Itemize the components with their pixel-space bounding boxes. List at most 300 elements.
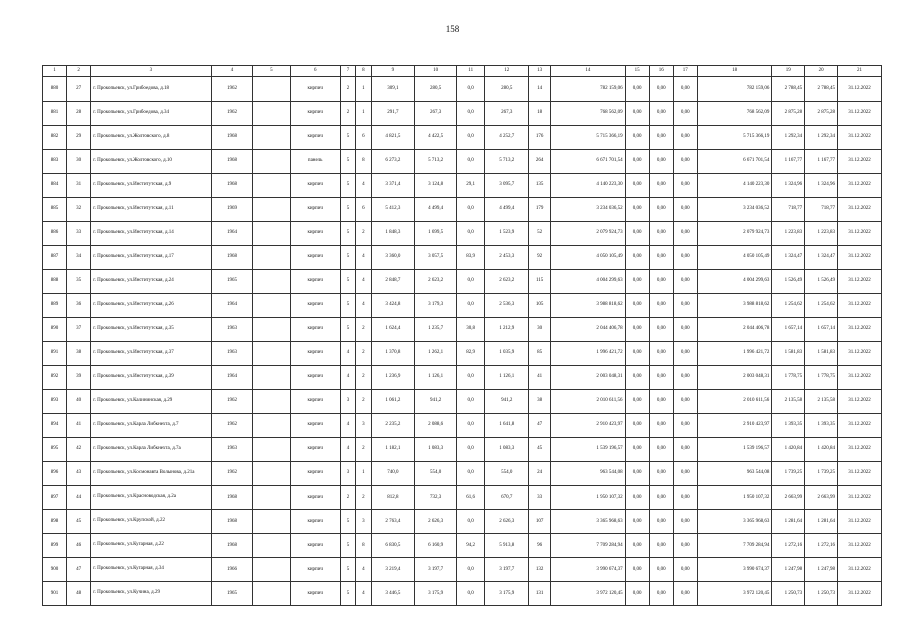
- table-cell: 2 626,3: [415, 509, 457, 533]
- table-cell: 1 281,64: [805, 509, 838, 533]
- table-cell: 2 079 924,73: [697, 221, 771, 245]
- table-cell: 0,00: [625, 509, 649, 533]
- table-cell: 1 657,14: [805, 317, 838, 341]
- table-cell: 1 526,49: [772, 269, 805, 293]
- table-cell: 52: [529, 221, 551, 245]
- table-cell: 48: [67, 581, 91, 605]
- table-cell: 31.12.2022: [838, 485, 882, 509]
- table-cell: 94,2: [456, 533, 484, 557]
- table-cell: 3 424,8: [371, 293, 415, 317]
- table-cell: 5: [340, 269, 355, 293]
- table-cell: кирпич: [290, 533, 340, 557]
- table-cell: кирпич: [290, 173, 340, 197]
- table-cell: 5: [340, 197, 355, 221]
- table-cell: 0,00: [625, 293, 649, 317]
- table-cell: 0,00: [673, 245, 697, 269]
- table-cell: 0,00: [673, 77, 697, 101]
- address-cell: г. Прокопьевск, ул.Жолтовского, д.10: [91, 149, 211, 173]
- address-cell: г. Прокопьевск, ул.Калининская, д.29: [91, 389, 211, 413]
- table-cell: 1 272,16: [805, 533, 838, 557]
- table-cell: кирпич: [290, 197, 340, 221]
- table-cell: 1 699,5: [415, 221, 457, 245]
- table-cell: 1 624,4: [371, 317, 415, 341]
- table-cell: 7 709 284,94: [551, 533, 625, 557]
- table-cell: [253, 77, 290, 101]
- table-cell: 887: [43, 245, 67, 269]
- table-cell: 898: [43, 509, 67, 533]
- table-cell: кирпич: [290, 125, 340, 149]
- table-row: [43, 365, 882, 389]
- table-cell: 4 140 223,30: [697, 173, 771, 197]
- table-cell: кирпич: [290, 293, 340, 317]
- table-cell: 1963: [211, 341, 253, 365]
- table-cell: 5 913,8: [485, 533, 529, 557]
- table-cell: 28: [67, 101, 91, 125]
- table-cell: панель: [290, 149, 340, 173]
- table-cell: 1966: [211, 557, 253, 581]
- table-cell: 0,00: [625, 533, 649, 557]
- table-cell: 0,00: [673, 293, 697, 317]
- table-cell: 3 197,7: [415, 557, 457, 581]
- table-cell: 0,0: [456, 221, 484, 245]
- column-header: 6: [290, 66, 340, 77]
- table-cell: 0,00: [649, 245, 673, 269]
- table-cell: 42: [67, 437, 91, 461]
- table-cell: 891: [43, 341, 67, 365]
- table-cell: 1 182,1: [371, 437, 415, 461]
- table-cell: 32: [67, 197, 91, 221]
- table-cell: 1 126,1: [485, 365, 529, 389]
- table-cell: 2 044 406,78: [697, 317, 771, 341]
- table-cell: 2: [356, 485, 371, 509]
- column-header: 1: [43, 66, 67, 77]
- address-cell: г. Прокопьевск, ул.Грибоедова, д.18: [91, 77, 211, 101]
- address-cell: г. Прокопьевск, ул.Жолтовского, д.8: [91, 125, 211, 149]
- table-cell: 1 526,49: [805, 269, 838, 293]
- table-cell: 2 010 611,56: [551, 389, 625, 413]
- table-cell: кирпич: [290, 581, 340, 605]
- table-cell: 3 446,5: [371, 581, 415, 605]
- table-cell: 2 536,3: [485, 293, 529, 317]
- table-cell: 3 197,7: [485, 557, 529, 581]
- column-header: 20: [805, 66, 838, 77]
- address-cell: г. Прокопьевск, ул.Институтская, д.11: [91, 197, 211, 221]
- table-cell: 0,00: [649, 293, 673, 317]
- table-cell: 0,00: [649, 389, 673, 413]
- table-cell: [253, 389, 290, 413]
- address-cell: г. Прокопьевск, ул.Космонавта Волынова, д.21а: [91, 461, 211, 485]
- table-cell: 5: [340, 173, 355, 197]
- table-cell: 31.12.2022: [838, 317, 882, 341]
- table-cell: кирпич: [290, 221, 340, 245]
- table-cell: 0,00: [673, 461, 697, 485]
- table-cell: 732,3: [415, 485, 457, 509]
- table-cell: 5 713,2: [415, 149, 457, 173]
- table-cell: 0,00: [673, 581, 697, 605]
- table-cell: 83,9: [456, 245, 484, 269]
- header-row: [43, 66, 882, 77]
- table-cell: 309,1: [371, 77, 415, 101]
- table-row: [43, 221, 882, 245]
- table-cell: 30: [67, 149, 91, 173]
- table-cell: 740,0: [371, 461, 415, 485]
- table-row: [43, 77, 882, 101]
- table-cell: 1965: [211, 269, 253, 293]
- table-cell: [253, 413, 290, 437]
- address-cell: г. Прокопьевск, ул.Институтская, д.24: [91, 269, 211, 293]
- table-cell: 3: [340, 389, 355, 413]
- table-cell: [253, 461, 290, 485]
- table-cell: 1 641,8: [485, 413, 529, 437]
- table-cell: 0,00: [673, 437, 697, 461]
- table-cell: 2: [340, 77, 355, 101]
- table-cell: 14: [529, 77, 551, 101]
- table-cell: 5: [340, 509, 355, 533]
- table-cell: 1 167,77: [805, 149, 838, 173]
- table-cell: 2 010 611,56: [697, 389, 771, 413]
- table-cell: 6 671 701,54: [697, 149, 771, 173]
- table-cell: 901: [43, 581, 67, 605]
- column-header: 15: [625, 66, 649, 77]
- table-cell: 1 393,35: [805, 413, 838, 437]
- table-cell: 0,00: [649, 269, 673, 293]
- table-cell: 554,0: [415, 461, 457, 485]
- table-row: [43, 317, 882, 341]
- table-cell: 96: [529, 533, 551, 557]
- address-cell: г. Прокопьевск, ул.Институтская, д.37: [91, 341, 211, 365]
- table-cell: 0,00: [673, 557, 697, 581]
- table-row: [43, 173, 882, 197]
- table-cell: 812,8: [371, 485, 415, 509]
- table-cell: 768 562,09: [697, 101, 771, 125]
- address-cell: г. Прокопьевск, ул.Институтская, д.17: [91, 245, 211, 269]
- table-cell: 47: [529, 413, 551, 437]
- table-cell: 2: [356, 365, 371, 389]
- table-cell: 3 175,9: [415, 581, 457, 605]
- table-cell: 176: [529, 125, 551, 149]
- table-cell: 5 412,3: [371, 197, 415, 221]
- table-cell: 889: [43, 293, 67, 317]
- table-cell: 1 324,96: [805, 173, 838, 197]
- table-cell: 2 623,2: [485, 269, 529, 293]
- table-cell: 0,0: [456, 389, 484, 413]
- table-cell: 24: [529, 461, 551, 485]
- table-cell: 1 370,8: [371, 341, 415, 365]
- column-header: 18: [697, 66, 771, 77]
- table-cell: 882: [43, 125, 67, 149]
- table-cell: 0,00: [673, 317, 697, 341]
- table-cell: 0,00: [625, 557, 649, 581]
- table-cell: 36: [67, 293, 91, 317]
- table-cell: 0,00: [625, 581, 649, 605]
- table-cell: 5: [340, 533, 355, 557]
- table-cell: 1 581,83: [772, 341, 805, 365]
- address-cell: г. Прокопьевск, ул.Кугарная, д.34: [91, 557, 211, 581]
- table-cell: 2: [356, 341, 371, 365]
- table-cell: 1: [356, 461, 371, 485]
- table-cell: 0,00: [649, 173, 673, 197]
- table-cell: 1 272,16: [772, 533, 805, 557]
- column-header: 7: [340, 66, 355, 77]
- table-cell: [253, 341, 290, 365]
- table-cell: 1 848,3: [371, 221, 415, 245]
- table-cell: 131: [529, 581, 551, 605]
- table-cell: 2 453,3: [485, 245, 529, 269]
- table-cell: 0,00: [673, 509, 697, 533]
- table-cell: 4: [340, 341, 355, 365]
- column-header: 17: [673, 66, 697, 77]
- table-cell: [253, 125, 290, 149]
- table-cell: 0,00: [649, 437, 673, 461]
- table-cell: 29,1: [456, 173, 484, 197]
- table-cell: 0,00: [673, 197, 697, 221]
- table-row: [43, 437, 882, 461]
- table-cell: 31.12.2022: [838, 77, 882, 101]
- table-cell: 0,00: [625, 125, 649, 149]
- table-cell: 39: [67, 365, 91, 389]
- table-cell: 264: [529, 149, 551, 173]
- address-cell: г. Прокопьевск, ул.Институтская, д.39: [91, 365, 211, 389]
- table-cell: 6 160,9: [415, 533, 457, 557]
- table-cell: [253, 173, 290, 197]
- table-cell: 6: [356, 197, 371, 221]
- table-row: [43, 581, 882, 605]
- table-cell: 890: [43, 317, 67, 341]
- table-cell: 5: [340, 221, 355, 245]
- table-cell: 2 788,45: [772, 77, 805, 101]
- table-cell: 0,00: [649, 485, 673, 509]
- table-cell: 0,0: [456, 149, 484, 173]
- table-cell: 6 830,5: [371, 533, 415, 557]
- table-row: [43, 509, 882, 533]
- column-header: 21: [838, 66, 882, 77]
- table-cell: кирпич: [290, 413, 340, 437]
- table-cell: 2 910 423,97: [551, 413, 625, 437]
- table-cell: 3 365 968,63: [697, 509, 771, 533]
- table-cell: 2 135,58: [772, 389, 805, 413]
- column-header: 13: [529, 66, 551, 77]
- table-cell: 31.12.2022: [838, 221, 882, 245]
- table-cell: 782 159,06: [697, 77, 771, 101]
- table-cell: 0,00: [673, 221, 697, 245]
- table-cell: [253, 197, 290, 221]
- table-cell: 1 212,9: [485, 317, 529, 341]
- table-cell: кирпич: [290, 77, 340, 101]
- table-cell: 6: [356, 125, 371, 149]
- table-cell: 31.12.2022: [838, 293, 882, 317]
- table-cell: 0,00: [625, 365, 649, 389]
- table-cell: 883: [43, 149, 67, 173]
- table-cell: 4: [356, 173, 371, 197]
- table-cell: 3 972 120,45: [551, 581, 625, 605]
- table-cell: 179: [529, 197, 551, 221]
- table-cell: 963 544,08: [551, 461, 625, 485]
- table-cell: 5 713,2: [485, 149, 529, 173]
- table-cell: 0,00: [625, 77, 649, 101]
- table-cell: 132: [529, 557, 551, 581]
- table-cell: 0,00: [673, 389, 697, 413]
- table-cell: кирпич: [290, 557, 340, 581]
- table-cell: 894: [43, 413, 67, 437]
- table-cell: 2 044 406,78: [551, 317, 625, 341]
- table-cell: кирпич: [290, 245, 340, 269]
- table-cell: 4: [356, 557, 371, 581]
- table-cell: 1 126,1: [415, 365, 457, 389]
- table-cell: 0,0: [456, 77, 484, 101]
- table-cell: 0,00: [625, 245, 649, 269]
- table-cell: 0,00: [673, 413, 697, 437]
- table-cell: кирпич: [290, 365, 340, 389]
- table-cell: 0,00: [649, 317, 673, 341]
- table-cell: 0,00: [673, 149, 697, 173]
- table-cell: 31.12.2022: [838, 245, 882, 269]
- table-cell: 1 778,75: [772, 365, 805, 389]
- table-cell: 1964: [211, 293, 253, 317]
- table-cell: 1968: [211, 245, 253, 269]
- table-cell: кирпич: [290, 341, 340, 365]
- table-cell: 1 223,83: [772, 221, 805, 245]
- table-cell: 1 996 421,72: [551, 341, 625, 365]
- table-cell: 8: [356, 149, 371, 173]
- table-cell: кирпич: [290, 437, 340, 461]
- table-cell: 3 234 036,52: [551, 197, 625, 221]
- table-cell: 1969: [211, 197, 253, 221]
- table-cell: 2 003 048,31: [697, 365, 771, 389]
- table-cell: 1: [356, 101, 371, 125]
- table-cell: 1 254,62: [805, 293, 838, 317]
- table-cell: 2: [340, 485, 355, 509]
- table-cell: 1 223,83: [805, 221, 838, 245]
- column-header: 4: [211, 66, 253, 77]
- table-cell: 5: [340, 557, 355, 581]
- table-cell: 1 167,77: [772, 149, 805, 173]
- column-header: 10: [415, 66, 457, 77]
- table-cell: 1 996 421,72: [697, 341, 771, 365]
- table-cell: 2: [356, 437, 371, 461]
- table-cell: 1963: [211, 437, 253, 461]
- table-cell: 29: [67, 125, 91, 149]
- table-cell: 0,00: [673, 173, 697, 197]
- column-header: 19: [772, 66, 805, 77]
- table-cell: 2 235,2: [371, 413, 415, 437]
- table-cell: 4 050 105,49: [697, 245, 771, 269]
- table-cell: 47: [67, 557, 91, 581]
- table-cell: 2 848,7: [371, 269, 415, 293]
- table-cell: 4: [356, 269, 371, 293]
- table-cell: 40: [67, 389, 91, 413]
- table-cell: 1 539 196,57: [551, 437, 625, 461]
- table-cell: 2 663,99: [772, 485, 805, 509]
- table-cell: 2 626,3: [485, 509, 529, 533]
- table-row: [43, 557, 882, 581]
- table-cell: 31.12.2022: [838, 197, 882, 221]
- table-cell: 1 083,3: [485, 437, 529, 461]
- table-cell: 4: [356, 245, 371, 269]
- table-cell: 0,00: [625, 101, 649, 125]
- table-cell: 0,00: [649, 557, 673, 581]
- column-header: 8: [356, 66, 371, 77]
- address-cell: г. Прокопьевск, ул.Грибоедова, д.34: [91, 101, 211, 125]
- table-cell: 0,0: [456, 197, 484, 221]
- table-cell: 31.12.2022: [838, 413, 882, 437]
- table-cell: [253, 293, 290, 317]
- table-cell: 6 671 701,54: [551, 149, 625, 173]
- table-cell: 1 324,47: [805, 245, 838, 269]
- table-cell: 1 324,47: [772, 245, 805, 269]
- table-row: [43, 125, 882, 149]
- table-cell: 82,9: [456, 341, 484, 365]
- table-cell: 1 523,9: [485, 221, 529, 245]
- table-cell: кирпич: [290, 389, 340, 413]
- table-cell: 4 499,4: [415, 197, 457, 221]
- table-cell: 892: [43, 365, 67, 389]
- table-cell: 4 004 299,63: [551, 269, 625, 293]
- table-cell: 1 235,7: [415, 317, 457, 341]
- table-cell: 33: [67, 221, 91, 245]
- table-cell: 4 140 223,30: [551, 173, 625, 197]
- table-cell: 0,00: [673, 485, 697, 509]
- table-row: [43, 485, 882, 509]
- table-cell: 0,0: [456, 365, 484, 389]
- table-cell: 2 003 048,31: [551, 365, 625, 389]
- table-cell: [253, 101, 290, 125]
- table-cell: 8: [356, 533, 371, 557]
- table-cell: 1 950 107,32: [551, 485, 625, 509]
- table-cell: 3 057,5: [415, 245, 457, 269]
- table-cell: 31.12.2022: [838, 557, 882, 581]
- table-cell: 897: [43, 485, 67, 509]
- table-cell: [253, 485, 290, 509]
- table-cell: 5: [340, 581, 355, 605]
- table-cell: 291,7: [371, 101, 415, 125]
- table-cell: 1 324,96: [772, 173, 805, 197]
- table-cell: 18: [529, 101, 551, 125]
- column-header: 11: [456, 66, 484, 77]
- address-cell: г. Прокопьевск, ул.Крупской, д.22: [91, 509, 211, 533]
- table-cell: 135: [529, 173, 551, 197]
- address-cell: г. Прокопьевск, ул.Институтская, д.9: [91, 173, 211, 197]
- table-cell: 0,00: [673, 101, 697, 125]
- table-cell: 0,00: [673, 341, 697, 365]
- table-cell: 0,00: [625, 173, 649, 197]
- table-cell: 3 234 036,52: [697, 197, 771, 221]
- table-cell: 280,5: [485, 77, 529, 101]
- table-cell: 1962: [211, 389, 253, 413]
- table-cell: 0,00: [649, 125, 673, 149]
- table-cell: 0,00: [649, 149, 673, 173]
- table-cell: 884: [43, 173, 67, 197]
- table-cell: 899: [43, 533, 67, 557]
- address-cell: г. Прокопьевск, ул.Институтская, д.35: [91, 317, 211, 341]
- table-cell: 0,00: [625, 485, 649, 509]
- table-cell: 2 135,58: [805, 389, 838, 413]
- table-cell: 5 715 366,19: [551, 125, 625, 149]
- table-cell: 4: [340, 437, 355, 461]
- table-cell: 1 061,2: [371, 389, 415, 413]
- table-cell: 2 788,45: [805, 77, 838, 101]
- table-cell: 2 763,4: [371, 509, 415, 533]
- table-cell: [253, 581, 290, 605]
- table-row: [43, 413, 882, 437]
- table-cell: 115: [529, 269, 551, 293]
- table-cell: 2 910 423,97: [697, 413, 771, 437]
- table-cell: 1968: [211, 485, 253, 509]
- table-cell: 1 236,9: [371, 365, 415, 389]
- table-cell: 4 004 299,63: [697, 269, 771, 293]
- table-cell: 3 371,4: [371, 173, 415, 197]
- table-cell: 41: [529, 365, 551, 389]
- table-cell: 3 990 674,37: [697, 557, 771, 581]
